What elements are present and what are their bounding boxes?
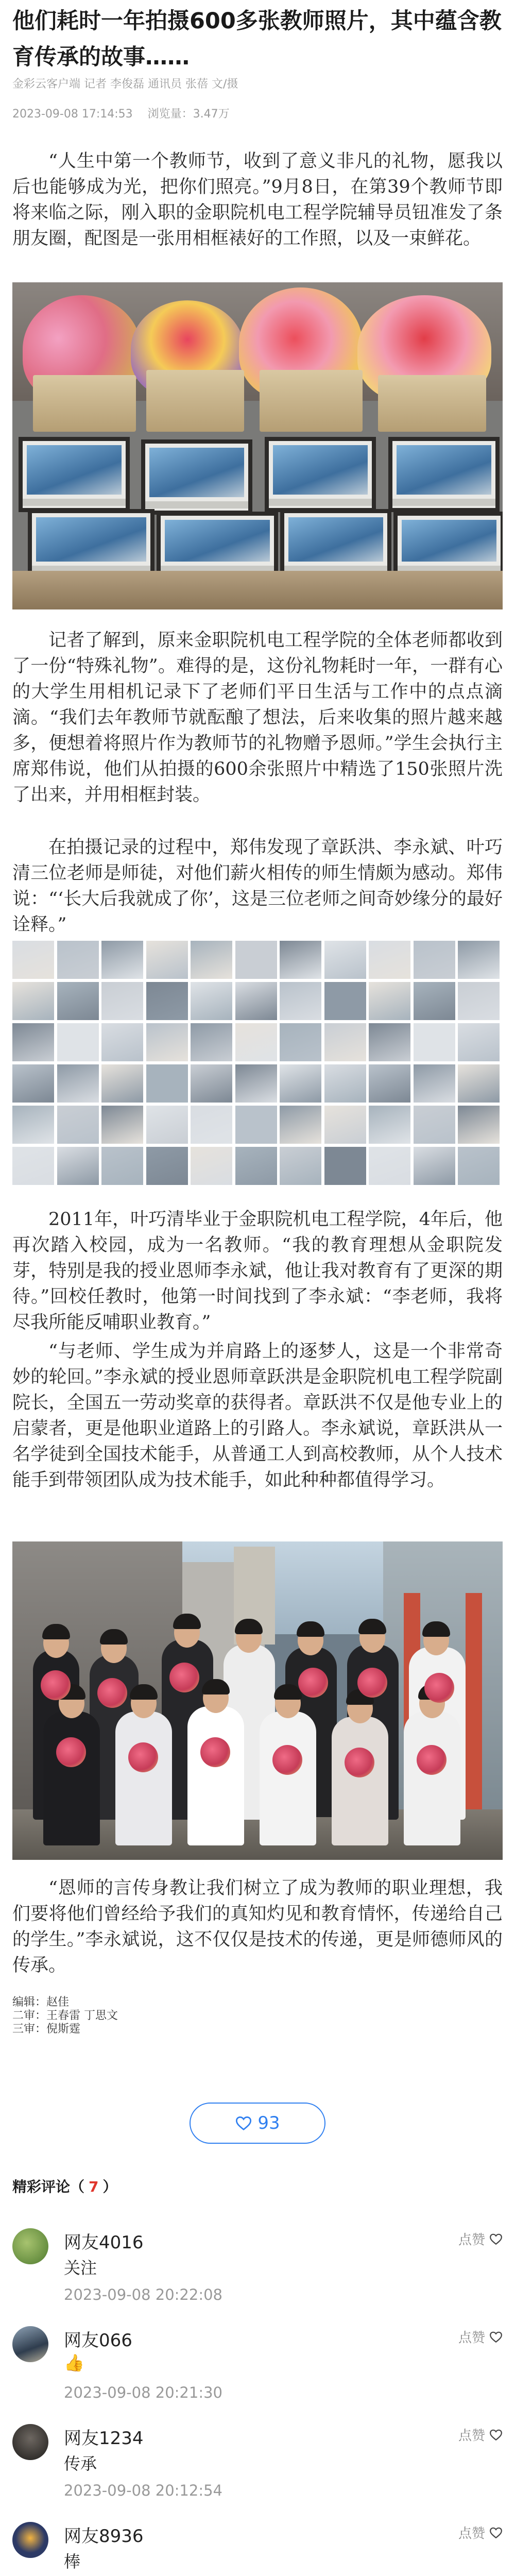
comment-like-label: 点赞 — [458, 2526, 485, 2541]
collage-photo-tile — [235, 1023, 277, 1061]
article-paragraph: “人生中第一个教师节，收到了意义非凡的礼物，愿我以后也能够成为光，把你们照亮。”9月8日，在第39个教师节即将来临之际，刚入职的金职院机电工程学院辅导员钮准发了条朋友圈，配图是一张用相框裱好的工作照，以及一束鲜花。 — [12, 151, 503, 249]
collage-photo-tile — [235, 1106, 277, 1144]
collage-photo-tile — [235, 982, 277, 1020]
credit-third-review: 三审：倪斯霆 — [12, 2023, 81, 2036]
collage-photo-tile — [369, 1147, 410, 1185]
avatar[interactable] — [12, 2326, 48, 2362]
collage-photo-tile — [101, 1023, 143, 1061]
collage-photo-tile — [235, 1064, 277, 1103]
collage-photo-tile — [369, 941, 410, 979]
collage-photo-tile — [101, 941, 143, 979]
collage-photo-tile — [324, 982, 366, 1020]
collage-photo-tile — [414, 941, 455, 979]
comment-time: 2023-09-08 20:12:54 — [64, 2482, 222, 2499]
collage-photo-tile — [191, 941, 232, 979]
like-button[interactable] — [190, 2103, 325, 2144]
collage-photo-tile — [146, 1023, 188, 1061]
article-meta — [12, 105, 241, 121]
collage-photo-tile — [101, 1147, 143, 1185]
collage-photo-tile — [12, 982, 54, 1020]
collage-photo-tile — [12, 1064, 54, 1103]
comments-title: 精彩评论 — [12, 2178, 71, 2195]
collage-photo-tile — [146, 1106, 188, 1144]
comment-like-button[interactable] — [458, 2327, 503, 2346]
collage-photo-tile — [280, 1147, 321, 1185]
heart-outline-icon — [489, 2233, 503, 2245]
collage-photo-tile — [280, 1106, 321, 1144]
group-photo — [12, 1541, 503, 1860]
article-paragraph: 2011年，叶巧清毕业于金职院机电工程学院，4年后，他再次踏入校园，成为一名教师。“我的教育理想从金职院发芽，特别是我的授业恩师李永斌，他让我对教育有了更深的期待。”回校任教时，他第一时间找到了李永斌：“李老师，我将尽我所能反哺职业教育。” — [12, 1209, 503, 1333]
collage-photo-tile — [414, 1106, 455, 1144]
collage-photo-tile — [458, 1064, 500, 1103]
collage-photo-tile — [57, 982, 99, 1020]
collage-photo-tile — [12, 941, 54, 979]
collage-photo-tile — [280, 1023, 321, 1061]
collage-photo-tile — [458, 1023, 500, 1061]
comment-like-button[interactable] — [458, 2523, 503, 2542]
collage-photo-tile — [101, 1064, 143, 1103]
collage-photo-tile — [280, 1064, 321, 1103]
collage-photo-tile — [12, 1147, 54, 1185]
credit-second-review: 二审：王春雷 丁思文 — [12, 2009, 118, 2022]
comment-text: 关注 — [64, 2258, 97, 2278]
collage-photo-tile — [280, 941, 321, 979]
comments-header: 精彩评论（ 7 ） — [12, 2178, 117, 2195]
comment-like-button[interactable] — [458, 2229, 503, 2248]
heart-outline-icon — [235, 2115, 252, 2131]
view-count: 浏览量：3.47万 — [147, 108, 230, 121]
comment-author[interactable]: 网友1234 — [64, 2428, 144, 2449]
collage-photo-tile — [414, 1023, 455, 1061]
avatar[interactable] — [12, 2228, 48, 2264]
heart-outline-icon — [489, 2331, 503, 2343]
teacher-photo-collage — [12, 939, 503, 1188]
collage-photo-tile — [324, 941, 366, 979]
collage-photo-tile — [191, 1064, 232, 1103]
article-paragraph: 在拍摄记录的过程中，郑伟发现了章跃洪、李永斌、叶巧清三位老师是师徒，对他们薪火相传的师生情颇为感动。郑伟说：“‘长大后我就成了你’，这是三位老师之间奇妙缘分的最好诠释。” — [12, 837, 503, 935]
collage-photo-tile — [369, 1023, 410, 1061]
collage-photo-tile — [146, 1147, 188, 1185]
article-paragraph: 记者了解到，原来金职院机电工程学院的全体老师都收到了一份“特殊礼物”。难得的是，这份礼物耗时一年，一群有心的大学生用相机记录下了老师们平日生活与工作中的点点滴滴。“我们去年教师节就酝酿了想法，后来收集的照片越来越多，便想着将照片作为教师节的礼物赠予恩师。”学生会执行主席郑伟说，他们从拍摄的600余张照片中精选了150张照片洗了出来，并用相框封装。 — [12, 630, 503, 805]
collage-photo-tile — [458, 1106, 500, 1144]
collage-photo-tile — [146, 982, 188, 1020]
collage-photo-tile — [191, 982, 232, 1020]
avatar[interactable] — [12, 2522, 48, 2558]
article-byline: 金彩云客户端 记者 李俊磊 通讯员 张蓓 文/摄 — [12, 78, 238, 91]
heart-outline-icon — [489, 2527, 503, 2539]
comment-like-label: 点赞 — [458, 2330, 485, 2346]
comment-author[interactable]: 网友066 — [64, 2330, 132, 2351]
collage-photo-tile — [146, 941, 188, 979]
comment-author[interactable]: 网友4016 — [64, 2232, 144, 2253]
collage-photo-tile — [191, 1023, 232, 1061]
collage-photo-tile — [458, 982, 500, 1020]
collage-photo-tile — [369, 1064, 410, 1103]
collage-photo-tile — [414, 1147, 455, 1185]
comment-author[interactable]: 网友8936 — [64, 2526, 144, 2547]
comment-item — [0, 2228, 515, 2326]
collage-photo-tile — [57, 941, 99, 979]
collage-photo-tile — [12, 1106, 54, 1144]
collage-photo-tile — [57, 1147, 99, 1185]
collage-photo-tile — [324, 1147, 366, 1185]
avatar[interactable] — [12, 2424, 48, 2460]
comment-like-label: 点赞 — [458, 2232, 485, 2248]
collage-photo-tile — [101, 982, 143, 1020]
comment-text: 👍 — [64, 2353, 84, 2372]
article-paragraph: “恩师的言传身教让我们树立了成为教师的职业理想，我们要将他们曾经给予我们的真知灼见和教育情怀，传递给自己的学生。”李永斌说，这不仅仅是技术的传递，更是师德师风的传承。 — [12, 1878, 503, 1976]
collage-photo-tile — [191, 1106, 232, 1144]
collage-photo-tile — [57, 1064, 99, 1103]
comment-item — [0, 2326, 515, 2424]
collage-photo-tile — [414, 982, 455, 1020]
flowers-and-frames-photo — [12, 282, 503, 609]
collage-photo-tile — [146, 1064, 188, 1103]
collage-photo-tile — [235, 1147, 277, 1185]
comment-like-label: 点赞 — [458, 2428, 485, 2444]
collage-photo-tile — [101, 1106, 143, 1144]
collage-photo-tile — [12, 1023, 54, 1061]
article-paragraph: “与老师、学生成为并肩路上的逐梦人，这是一个非常奇妙的轮回。”李永斌的授业恩师章跃洪是金职院机电工程学院副院长，全国五一劳动奖章的获得者。章跃洪不仅是他专业上的启蒙者，更是他职业道路上的引路人。李永斌说，章跃洪从一名学徒到全国技术能手，从普通工人到高校教师，从个人技术能手到带领团队成为技术能手，如此种种都值得学习。 — [12, 1341, 503, 1490]
collage-photo-tile — [369, 982, 410, 1020]
collage-photo-tile — [369, 1106, 410, 1144]
comment-item — [0, 2522, 515, 2576]
comment-time: 2023-09-08 20:21:30 — [64, 2384, 222, 2401]
credit-editor: 编辑：赵佳 — [12, 1996, 70, 2009]
comment-time: 2023-09-08 20:22:08 — [64, 2286, 222, 2303]
collage-photo-tile — [57, 1106, 99, 1144]
article-title: 他们耗时一年拍摄600多张教师照片，其中蕴含教育传承的故事…… — [12, 8, 502, 70]
collage-photo-tile — [280, 982, 321, 1020]
collage-photo-tile — [324, 1064, 366, 1103]
heart-outline-icon — [489, 2429, 503, 2441]
comment-like-button[interactable] — [458, 2425, 503, 2444]
collage-photo-tile — [414, 1064, 455, 1103]
comment-text: 棒 — [64, 2552, 81, 2571]
comment-text: 传承 — [64, 2454, 97, 2473]
collage-photo-tile — [324, 1023, 366, 1061]
comment-item — [0, 2424, 515, 2522]
collage-photo-tile — [324, 1106, 366, 1144]
collage-photo-tile — [458, 941, 500, 979]
collage-photo-tile — [191, 1147, 232, 1185]
publish-date: 2023-09-08 17:14:53 — [12, 108, 133, 121]
collage-photo-tile — [57, 1023, 99, 1061]
comments-count: 7 — [89, 2178, 99, 2195]
like-count: 93 — [258, 2113, 280, 2133]
collage-photo-tile — [235, 941, 277, 979]
collage-photo-tile — [458, 1147, 500, 1185]
